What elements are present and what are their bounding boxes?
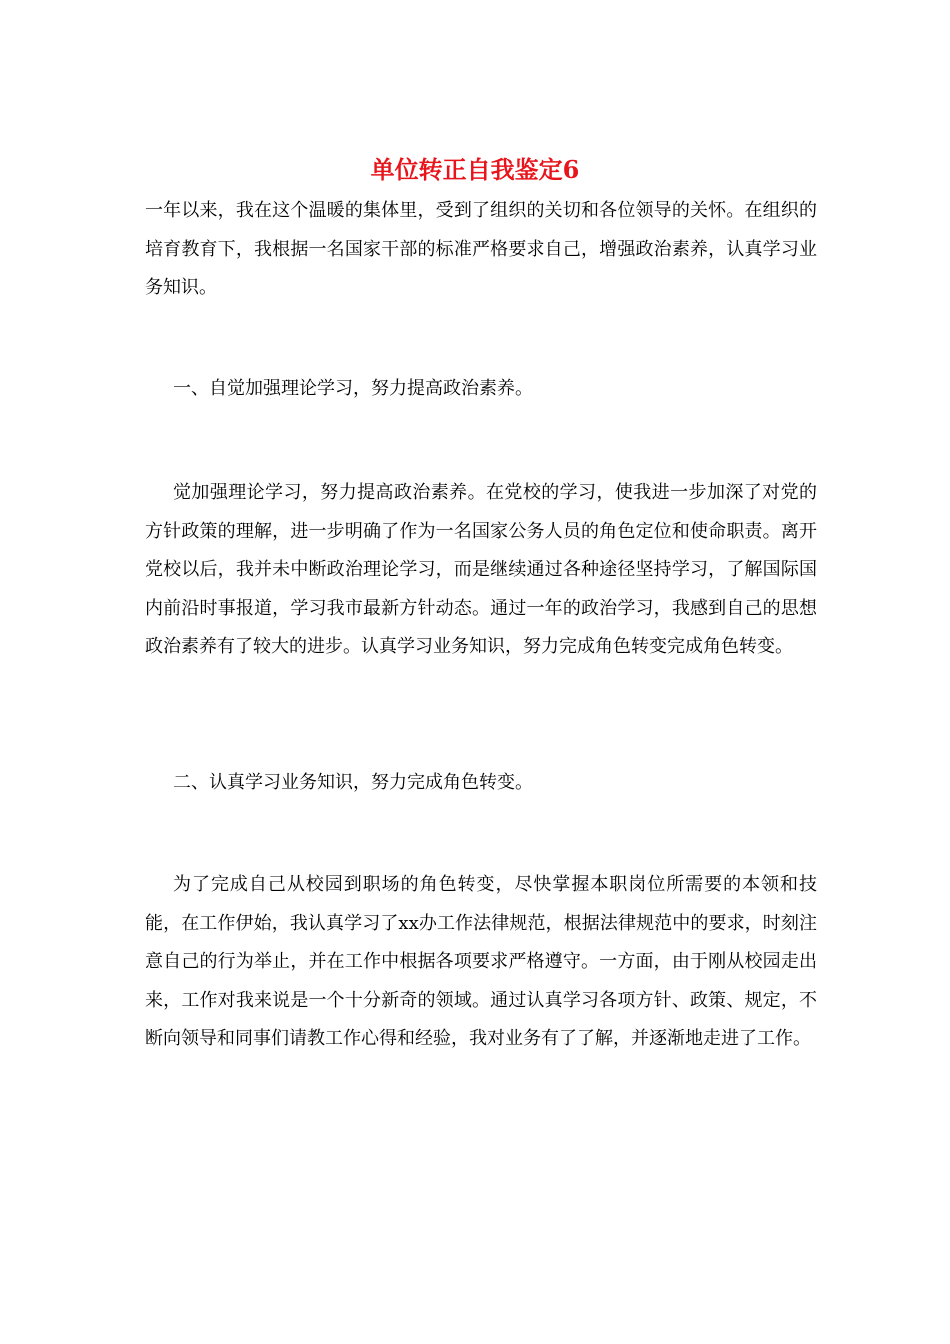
document-title: 单位转正自我鉴定6 [370, 155, 580, 184]
intro-paragraph: 一年以来，我在这个温暖的集体里，受到了组织的关切和各位领导的关怀。在组织的培育教育下，我根据一名国家干部的标准严格要求自己，增强政治素养，认真学习业务知识。 [145, 200, 817, 298]
section-body-2: 为了完成自己从校园到职场的角色转变，尽快掌握本职岗位所需要的本领和技能，在工作伊始，我认真学习了xx办工作法律规范，根据法律规范中的要求，时刻注意自己的行为举止，并在工作中根据各项要求严格遵守。一方面，由于刚从校园走出来，工作对我来说是一个十分新奇的领域。通过认真学习各项方针、政策、规定，不断向领导和同事们请教工作心得和经验，我对业务有了了解，并逐渐地走进了工作。 [145, 874, 817, 1049]
section-heading-2: 二、认真学习业务知识，努力完成角色转变。 [173, 772, 533, 793]
section-body-1: 觉加强理论学习，努力提高政治素养。在党校的学习，使我进一步加深了对党的方针政策的理解，进一步明确了作为一名国家公务人员的角色定位和使命职责。离开党校以后，我并未中断政治理论学习，而是继续通过各种途径坚持学习，了解国际国内前沿时事报道，学习我市最新方针动态。通过一年的政治学习，我感到自己的思想政治素养有了较大的进步。认真学习业务知识，努力完成角色转变完成角色转变。 [145, 482, 817, 657]
section-heading-1: 一、自觉加强理论学习，努力提高政治素养。 [173, 378, 533, 399]
